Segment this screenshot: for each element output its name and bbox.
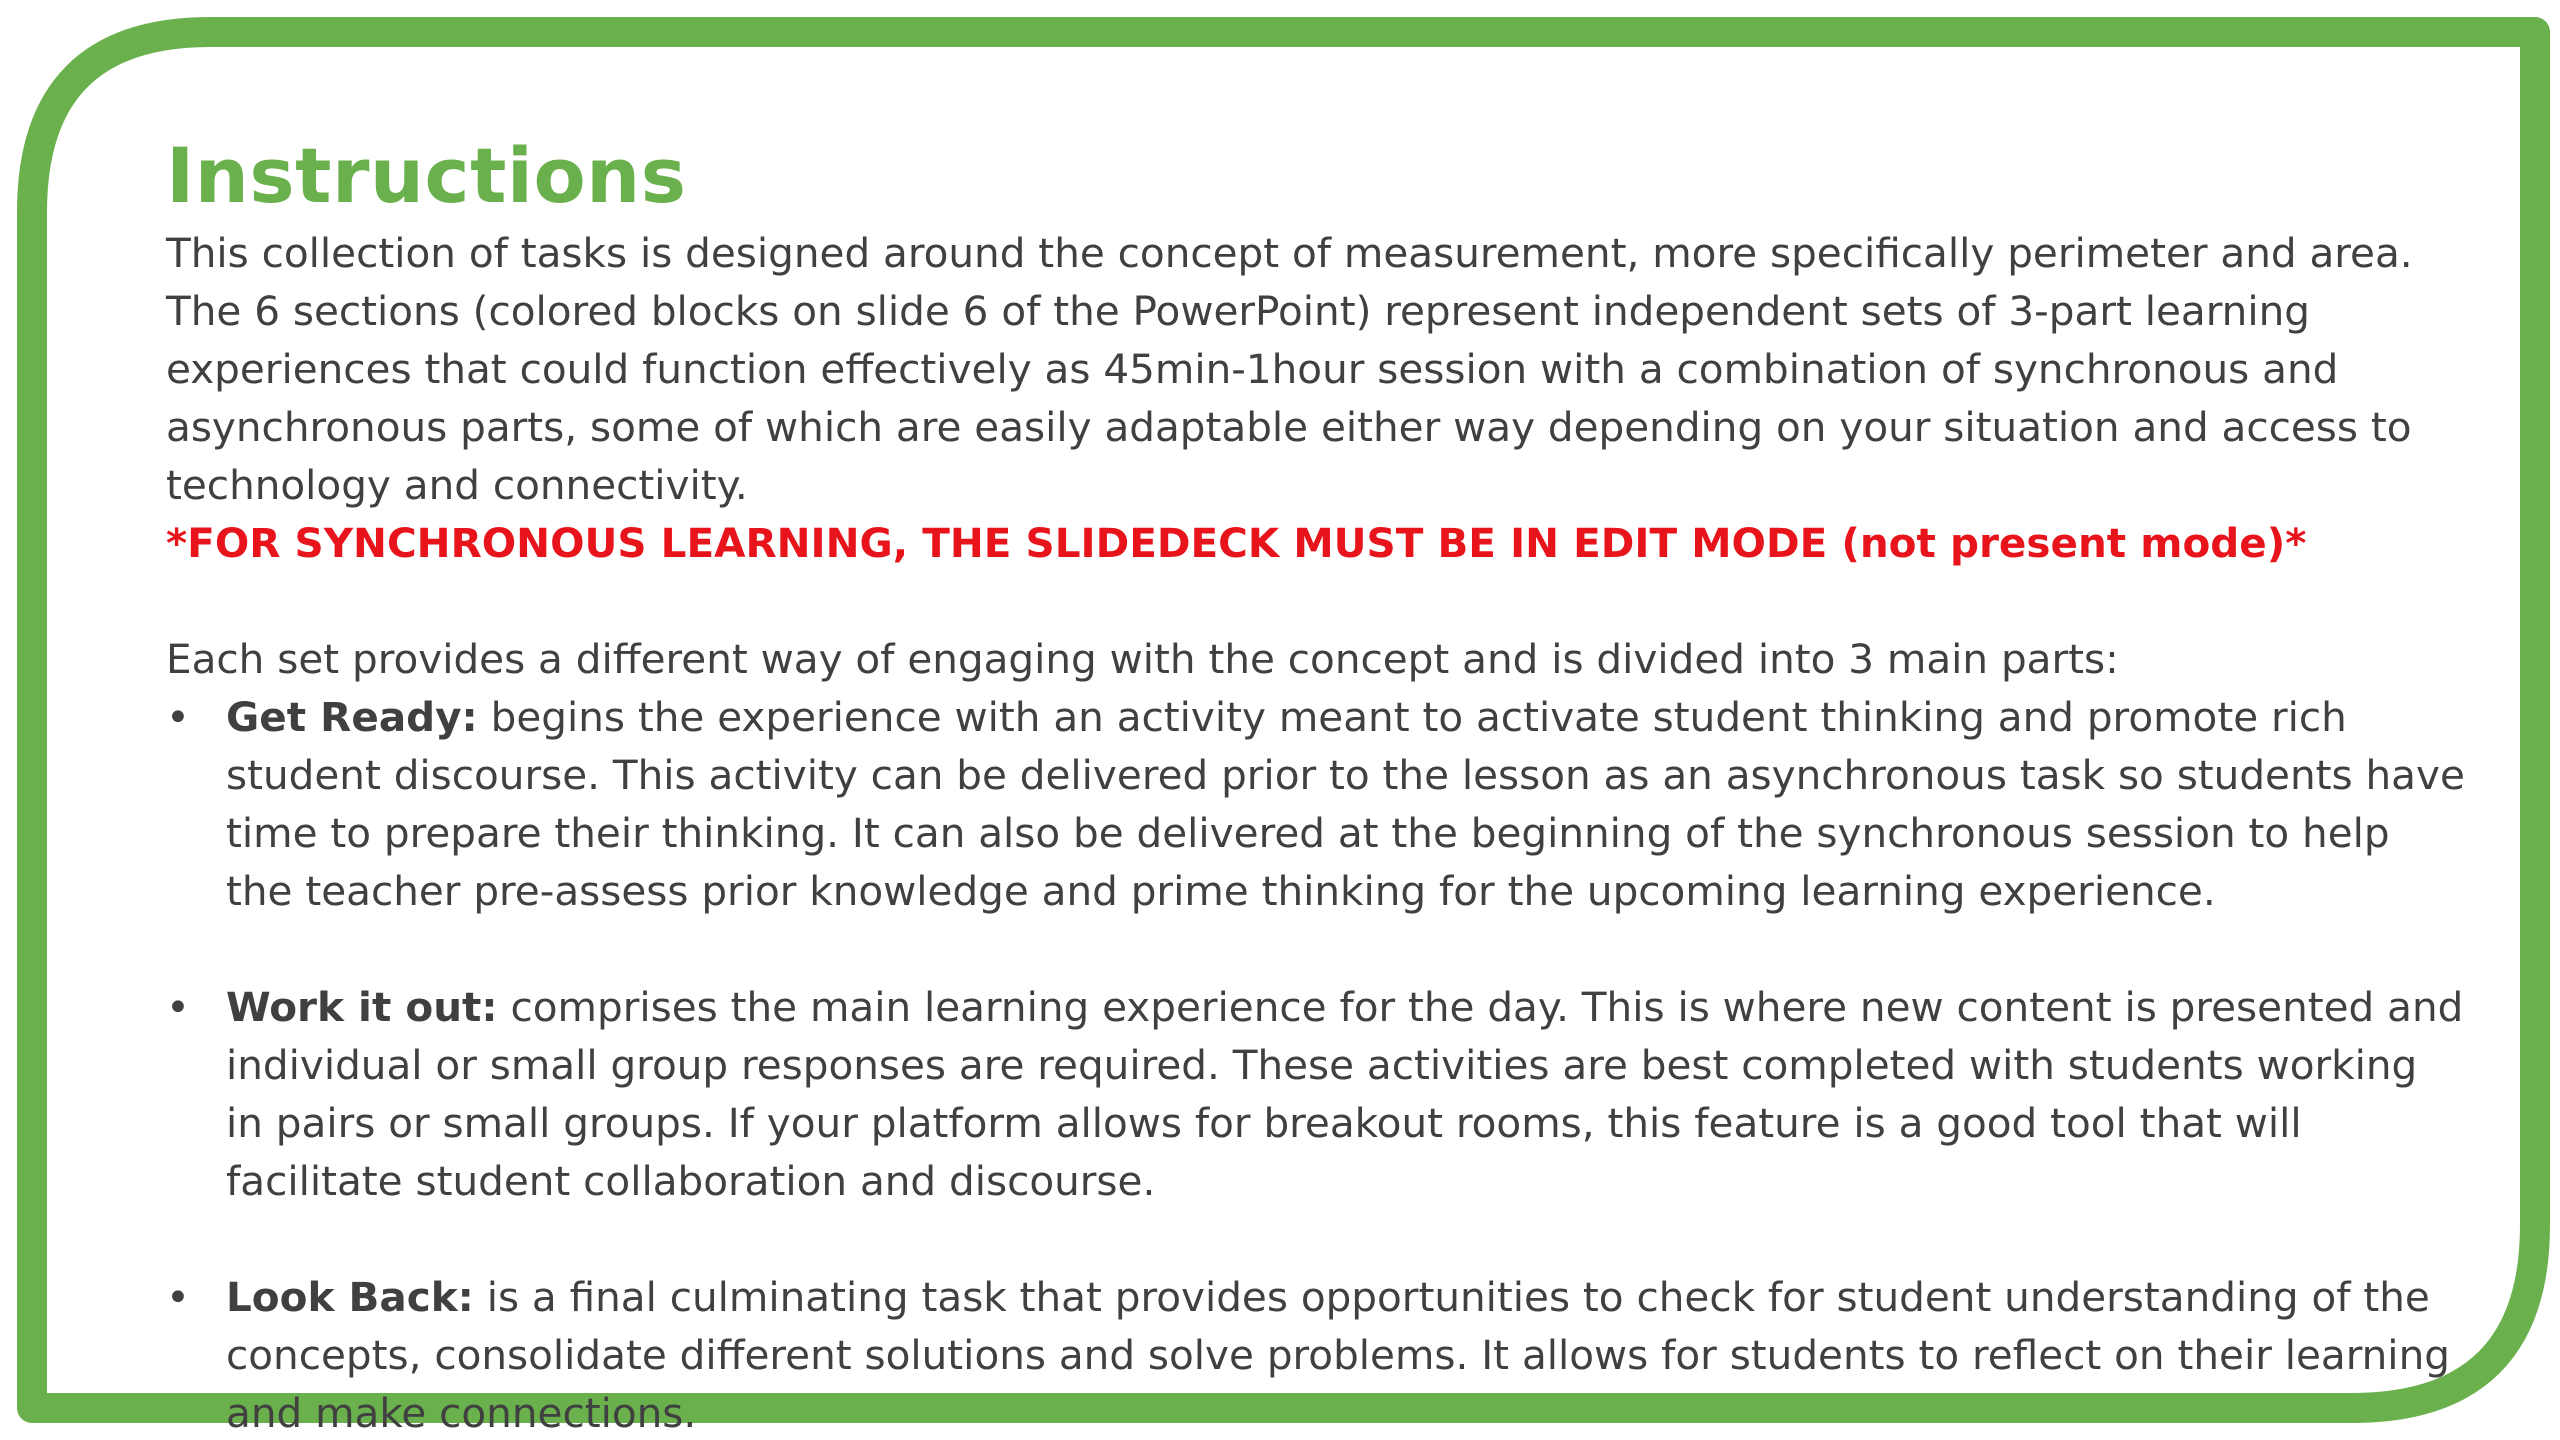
bullet-icon: • — [166, 983, 190, 1031]
part-description: is a final culminating task that provides opportunities to check for student understanding of the concepts, consolidate different solutions and solve problems. It allows for students to reflect on their learning and make connections. — [226, 1273, 2450, 1437]
list-item-work-it-out — [166, 978, 2466, 1210]
part-term: Look Back: — [226, 1273, 474, 1321]
part-term: Work it out: — [226, 983, 498, 1031]
edit-mode-warning: *FOR SYNCHRONOUS LEARNING, THE SLIDEDECK MUST BE IN EDIT MODE (not present mode)* — [166, 519, 2307, 567]
sets-intro: Each set provides a different way of engaging with the concept and is divided into 3 main parts: — [166, 635, 2119, 683]
intro-paragraph: This collection of tasks is designed around the concept of measurement, more specifically perimeter and area. The 6 sections (colored blocks on slide 6 of the PowerPoint) represent independent sets of 3-part learning experiences that could function effectively as 45min-1hour session with a combination of synchronous and asynchronous parts, some of which are easily adaptable either way depending on your situation and access to technology and connectivity. — [166, 229, 2413, 509]
list-item-look-back — [166, 1268, 2466, 1440]
bullet-icon: • — [166, 693, 190, 741]
parts-list — [166, 688, 2466, 1440]
spacer — [166, 572, 2466, 630]
page-title: Instructions — [166, 131, 687, 220]
part-term: Get Ready: — [226, 693, 478, 741]
part-description: comprises the main learning experience for the day. This is where new content is presented and individual or small group responses are required. These activities are best completed with students working in pairs or small groups. If your platform allows for breakout rooms, this feature is a good tool that will facilitate student collaboration and discourse. — [226, 983, 2464, 1205]
instructions-content — [166, 128, 2466, 1440]
part-description: begins the experience with an activity meant to activate student thinking and promote rich student discourse. This activity can be delivered prior to the lesson as an asynchronous task so students have time to prepare their thinking. It can also be delivered at the beginning of the synchronous session to help the teacher pre-assess prior knowledge and prime thinking for the upcoming learning experience. — [226, 693, 2465, 915]
list-item-get-ready — [166, 688, 2466, 920]
bullet-icon: • — [166, 1273, 190, 1321]
